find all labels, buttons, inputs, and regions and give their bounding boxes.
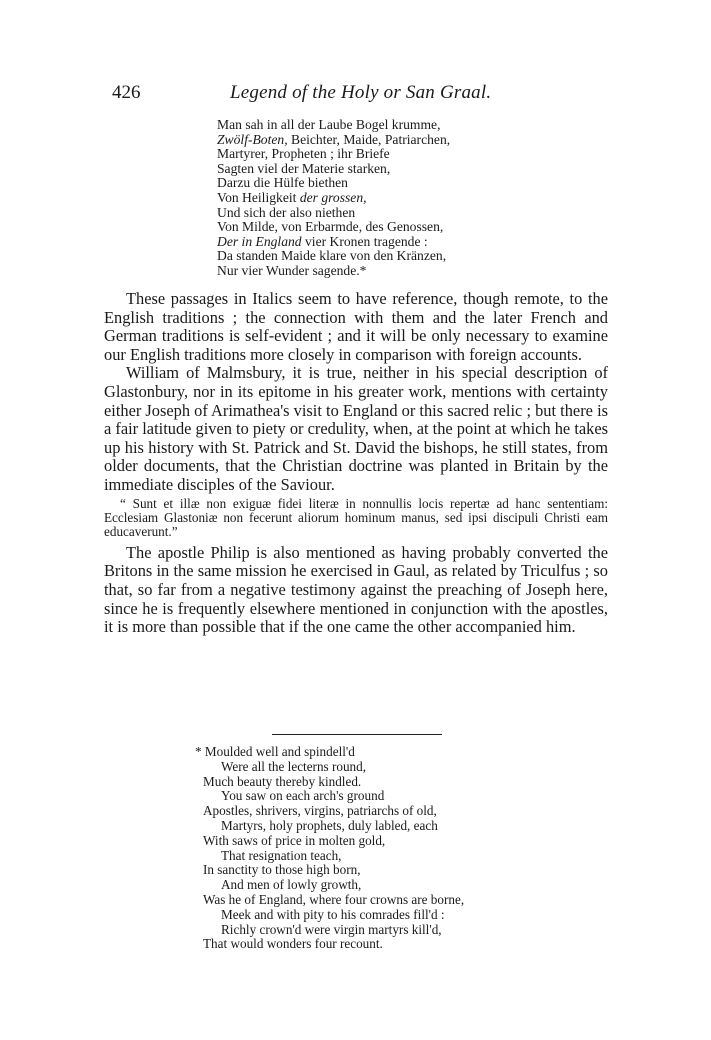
footnote-line: Much beauty thereby kindled. <box>203 773 362 789</box>
poem-text: Martyrer, Propheten ; ihr Briefe <box>217 146 390 162</box>
poem-line <box>217 147 607 162</box>
poem-text: Darzu die Hülfe biethen <box>217 175 348 191</box>
poem-line <box>217 264 607 279</box>
footnote-line: In sanctity to those high born, <box>203 862 361 878</box>
poem-line <box>217 235 607 250</box>
poem-line <box>217 133 607 148</box>
footnote-line: With saws of price in molten gold, <box>203 832 386 848</box>
poem-text: Beichter, Maide, Patriarchen, <box>287 131 451 147</box>
paragraph: These passages in Italics seem to have reference, though remote, to the English traditions ; the connection with them and the later French and German traditions is self-evident ; and it will be only necessary to examine our English traditions more closely in comparison with foreign accounts. <box>104 289 608 364</box>
footnote-line: Martyrs, holy prophets, duly labled, each <box>221 817 438 833</box>
poem-italic-text: Der in <box>217 233 256 249</box>
footnote-line: You saw on each arch's ground <box>221 788 385 804</box>
german-poem <box>217 118 607 279</box>
footnote-line: * Moulded well and spindell'd <box>195 744 355 759</box>
paragraph: The apostle Philip is also mentioned as having probably converted the Britons in the same mission he exercised in Gaul, as related by Triculfus ; so that, so far from a negative testimony against the preaching of Joseph here, since he is frequently elsewhere mentioned in conjunction with the apostles, it is more than possible that if the one came the other accompanied him. <box>104 542 608 637</box>
poem-line <box>217 176 607 191</box>
page-number: 426 <box>112 82 141 103</box>
poem-text: Sagten viel der Materie starken, <box>217 160 391 176</box>
poem-text: Da standen Maide klare von den Kränzen, <box>217 248 447 264</box>
poem-text: vier Kronen tragende : <box>301 233 428 249</box>
footnote-line: Meek and with pity to his comrades fill'd : <box>221 906 445 922</box>
latin-quotation: “ Sunt et illæ non exiguæ fidei literæ in nonnullis locis repertæ ad hanc sententiam: Ecclesiam Glastoniæ non fecerunt aliorum hominum manus, sed ipsi discipuli Christi eam educaverunt.” <box>104 495 608 540</box>
footnote-line: And men of lowly growth, <box>221 877 362 893</box>
footnote-line: Was he of England, where four crowns are borne, <box>203 891 465 907</box>
poem-italic-text: der grossen, <box>299 189 367 205</box>
poem-italic-text: Zwölf-Boten, <box>217 131 288 147</box>
footnote-line: Were all the lecterns round, <box>221 758 367 774</box>
poem-text: Man sah in all der Laube Bogel krumme, <box>217 117 441 132</box>
poem-italic-text: England <box>255 233 302 249</box>
running-title: Legend of the Holy or San Graal. <box>230 82 492 103</box>
page-header <box>112 82 612 110</box>
poem-line <box>217 162 607 177</box>
poem-text: Nur vier Wunder sagende.* <box>217 262 367 278</box>
poem-text: Und sich der also niethen <box>217 204 356 220</box>
footnote-divider <box>272 734 442 735</box>
poem-text: Von Milde, von Erbarmde, des Genossen, <box>217 219 444 235</box>
paragraph: William of Malmsbury, it is true, neither in his special description of Glastonbury, nor in its epitome in his greater work, mentions with certainty either Joseph of Arimathea's visit to England or this sacred relic ; but there is a fair latitude given to piety or credulity, when, at the point at which he takes up his history with St. Patrick and St. David the bishops, he still states, from older documents, that the Christian doctrine was planted in Britain by the immediate disciples of the Saviour. <box>104 363 608 494</box>
footnote-line: That would wonders four recount. <box>203 936 383 952</box>
poem-text: Von Heiligkeit <box>217 189 300 205</box>
footnote-line: Apostles, shrivers, virgins, patriarchs of old, <box>203 803 437 819</box>
poem-line <box>217 191 607 206</box>
main-text <box>104 290 608 637</box>
footnote-line: That resignation teach, <box>221 847 342 863</box>
footnote-line: Richly crown'd were virgin martyrs kill'd, <box>221 921 442 937</box>
poem-line <box>217 220 607 235</box>
poem-line <box>217 249 607 264</box>
poem-line <box>217 118 607 133</box>
footnote-translation <box>195 744 583 952</box>
poem-line <box>217 206 607 221</box>
